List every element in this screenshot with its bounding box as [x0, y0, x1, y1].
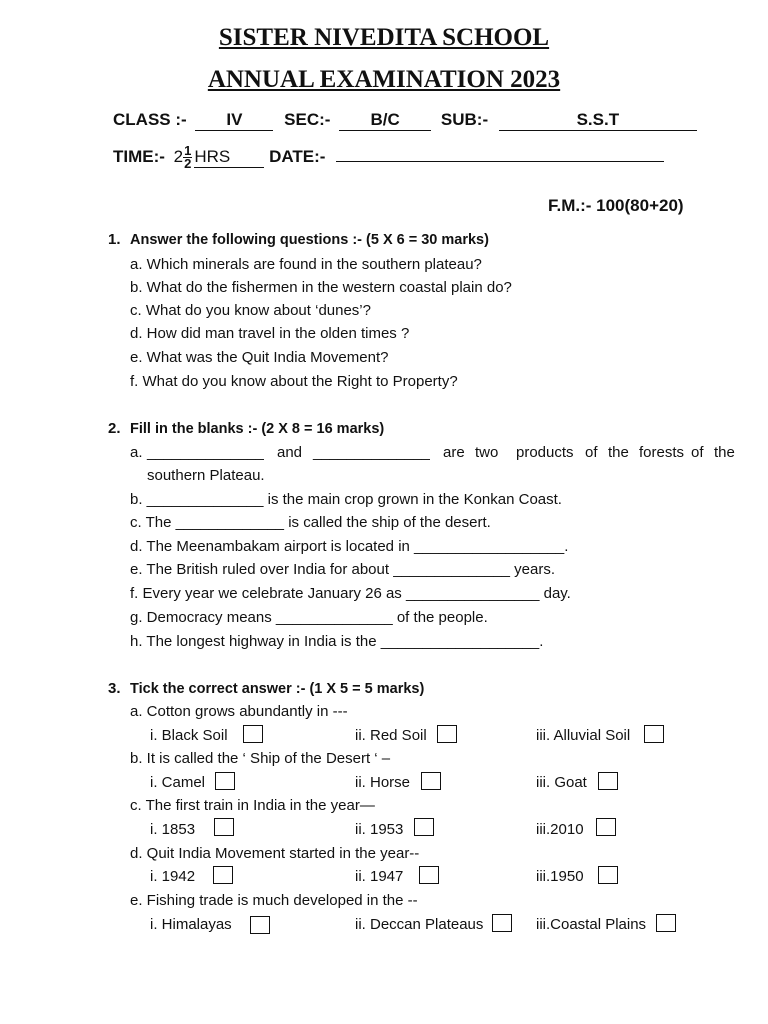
q3a-option-2-checkbox[interactable]: [437, 725, 457, 743]
q3a-option-1: i. Black Soil: [150, 727, 228, 744]
q3d-option-1-checkbox[interactable]: [213, 866, 233, 884]
q3e-option-3: iii.Coastal Plains: [536, 916, 647, 933]
q3-number: 3.: [108, 680, 121, 697]
q3a-option-3-checkbox[interactable]: [644, 725, 664, 743]
q2-a-part: products: [516, 444, 574, 461]
q1-item-d: d. How did man travel in the olden times ?: [130, 325, 410, 342]
q3b-option-1: i. Camel: [150, 774, 206, 791]
sub-value: S.S.T: [499, 110, 697, 131]
q2-a-part: the: [608, 444, 629, 461]
time-date-row: [113, 145, 664, 170]
q1-item-c: c. What do you know about ‘dunes’?: [130, 302, 371, 319]
school-name: SISTER NIVEDITA SCHOOL: [218, 24, 550, 51]
q3b-option-2-checkbox[interactable]: [421, 772, 441, 790]
q3a-option-2: ii. Red Soil: [355, 727, 427, 744]
q2-item-a-line1: [0, 444, 768, 464]
q3-question-d: d. Quit India Movement started in the year--: [130, 845, 420, 862]
q2-item-b: b. ______________ is the main crop grown in the Konkan Coast.: [130, 491, 562, 508]
q3-question-a: a. Cotton grows abundantly in ---: [130, 703, 348, 720]
q2-item-c: c. The _____________ is called the ship of the desert.: [130, 514, 491, 531]
q1-item-a: a. Which minerals are found in the southern plateau?: [130, 256, 482, 273]
q3b-option-2: ii. Horse: [355, 774, 411, 791]
q1-item-f: f. What do you know about the Right to Property?: [130, 373, 458, 390]
q3e-option-1: i. Himalayas: [150, 916, 232, 933]
date-label: DATE:-: [269, 146, 326, 166]
q1-item-e: e. What was the Quit India Movement?: [130, 349, 389, 366]
q3b-option-1-checkbox[interactable]: [215, 772, 235, 790]
time-fraction: [183, 145, 192, 170]
q3d-option-2: ii. 1947: [355, 868, 404, 885]
q2-item-a-line2: southern Plateau.: [147, 467, 265, 484]
q3e-option-2-checkbox[interactable]: [492, 914, 512, 932]
q2-a-part: are: [443, 444, 465, 461]
q2-a-part: of: [585, 444, 598, 461]
q3c-option-1-checkbox[interactable]: [214, 818, 234, 836]
q2-item-h: h. The longest highway in India is the ___________________.: [130, 633, 544, 650]
q3-heading: [108, 680, 424, 697]
q3b-option-3: iii. Goat: [536, 774, 587, 791]
q3c-option-1: i. 1853: [150, 821, 196, 838]
q3e-option-1-checkbox[interactable]: [250, 916, 270, 934]
q2-a-part: forests: [639, 444, 685, 461]
q2-a-part: two: [475, 444, 499, 461]
q1-number: 1.: [108, 231, 121, 248]
full-marks: F.M.:- 100(80+20): [548, 196, 684, 215]
sec-label: SEC:-: [284, 110, 331, 129]
q2-item-g: g. Democracy means ______________ of the people.: [130, 609, 488, 626]
exam-title: ANNUAL EXAMINATION 2023: [207, 66, 561, 93]
q3d-option-3: iii.1950: [536, 868, 584, 885]
q3d-option-3-checkbox[interactable]: [598, 866, 618, 884]
q2-a-part: a.: [130, 444, 143, 461]
q3e-option-2: ii. Deccan Plateaus: [355, 916, 484, 933]
time-label: TIME:-: [113, 146, 165, 166]
q2-a-part: ______________: [147, 444, 264, 461]
q3d-option-2-checkbox[interactable]: [419, 866, 439, 884]
q3a-option-3: iii. Alluvial Soil: [536, 727, 631, 744]
q1-heading-text: Answer the following questions :- (5 X 6 = 30 marks): [130, 232, 489, 248]
q2-number: 2.: [108, 420, 121, 437]
class-sec-sub-row: [113, 110, 697, 131]
q3-question-b: b. It is called the ‘ Ship of the Desert ‘ –: [130, 750, 391, 767]
q2-a-part: ______________: [313, 444, 430, 461]
date-blank: [336, 161, 664, 162]
q1-item-b: b. What do the fishermen in the western coastal plain do?: [130, 279, 512, 296]
q3d-option-1: i. 1942: [150, 868, 196, 885]
q3e-option-3-checkbox[interactable]: [656, 914, 676, 932]
time-numerator: 1: [184, 143, 192, 158]
time-whole: 2: [173, 146, 184, 166]
sub-label: SUB:-: [440, 110, 489, 129]
q1-heading: [108, 231, 489, 248]
time-unit: HRS: [194, 147, 264, 168]
q3-heading-text: Tick the correct answer :- (1 X 5 = 5 marks): [130, 681, 425, 697]
q3c-option-2: ii. 1953: [355, 821, 404, 838]
q3-question-c: c. The first train in India in the year—: [130, 797, 375, 814]
q2-item-e: e. The British ruled over India for about ______________ years.: [130, 561, 556, 578]
q3c-option-3: iii.2010: [536, 821, 584, 838]
sec-value: B/C: [339, 110, 431, 131]
q2-a-part: the: [714, 444, 735, 461]
q2-item-f: f. Every year we celebrate January 26 as ________________ day.: [130, 585, 571, 602]
class-value: IV: [195, 110, 273, 131]
q3a-option-1-checkbox[interactable]: [243, 725, 263, 743]
q2-heading-text: Fill in the blanks :- (2 X 8 = 16 marks): [130, 421, 385, 437]
time-denominator: 2: [184, 156, 192, 171]
q3-question-e: e. Fishing trade is much developed in the --: [130, 892, 418, 909]
q3b-option-3-checkbox[interactable]: [598, 772, 618, 790]
q2-a-part: and: [277, 444, 303, 461]
q3c-option-3-checkbox[interactable]: [596, 818, 616, 836]
q2-item-d: d. The Meenambakam airport is located in __________________.: [130, 538, 569, 555]
class-label: CLASS :-: [113, 110, 187, 129]
q2-heading: [108, 420, 384, 437]
q3c-option-2-checkbox[interactable]: [414, 818, 434, 836]
q2-a-part: of: [691, 444, 704, 461]
